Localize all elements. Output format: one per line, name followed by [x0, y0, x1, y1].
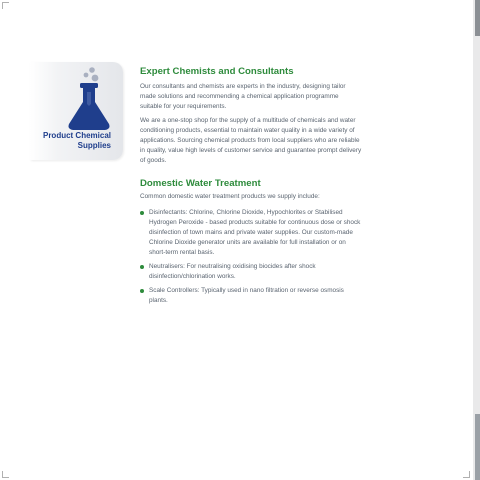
list-item [140, 262, 362, 282]
scrollbar-thumb-bottom[interactable] [475, 414, 480, 480]
list-item [140, 286, 362, 306]
bullet-icon [140, 265, 144, 269]
section-heading-domestic-water: Domestic Water Treatment [140, 178, 261, 189]
product-chemical-supplies-card [30, 62, 123, 160]
section-heading-expert-chemists: Expert Chemists and Consultants [140, 66, 294, 77]
scrollbar-thumb-top[interactable] [475, 0, 480, 36]
paragraph-consultants: Our consultants and chemists are experts in the industry, designing tailor made solutions and recommending a chemical application programme suitable for your requirements. [140, 83, 346, 110]
crop-mark-bottom-left [2, 471, 9, 478]
main-content [140, 66, 362, 306]
paragraph-one-stop-shop: We are a one-stop shop for the supply of a multitude of chemicals and water conditioning products, essential to maintain water quality in a wide variety of applications. Sourcing chemical products from local suppliers who are reliable in quality, value high levels of customer service and guarantee prompt delivery of goods. [140, 117, 362, 164]
lab-flask-icon [66, 66, 116, 136]
bullet-icon [140, 211, 144, 215]
product-list [140, 208, 362, 306]
list-item-text: Scale Controllers: Typically used in nano filtration or reverse osmosis plants. [149, 287, 344, 304]
crop-mark-bottom-right [463, 471, 470, 478]
list-item-text: Disinfectants: Chlorine, Chlorine Dioxide, Hypochlorites or Stabilised Hydrogen Peroxide - based products suitable for continuous dose or shock disinfection of town mains and private water supplies. Our custom-made Chlorine Dioxide generator units are available for full installation or on short-term rental basis. [149, 209, 361, 256]
card-label: Product Chemical Supplies [42, 131, 111, 150]
list-item [140, 208, 362, 258]
crop-mark-top-left [2, 2, 9, 9]
list-item-text: Neutralisers: For neutralising oxidising biocides after shock disinfection/chlorination works. [149, 263, 316, 280]
bullet-icon [140, 289, 144, 293]
domestic-intro: Common domestic water treatment products we supply include: [140, 193, 320, 200]
scrollbar[interactable] [473, 0, 480, 480]
